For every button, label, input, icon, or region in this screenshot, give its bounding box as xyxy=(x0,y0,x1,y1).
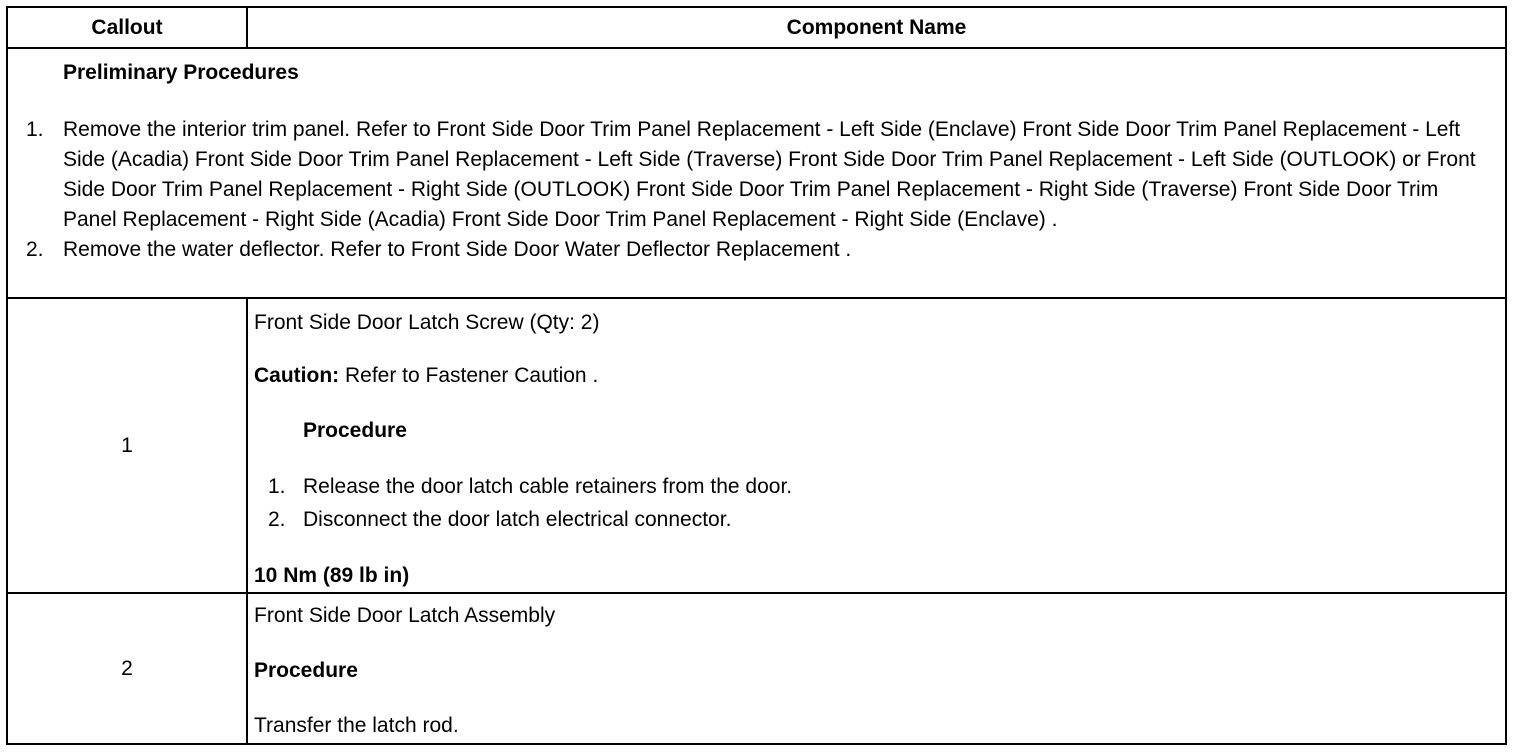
table-row xyxy=(7,593,1506,744)
step-text: Remove the interior trim panel. Refer to Front Side Door Trim Panel Replacement - Left Side (Enclave) Front Side Door Trim Panel Replacement - Left Side (Acadia) Front Side Door Trim Panel Replacement - Left Side (Traverse) Front Side Door Trim Panel Replacement - Left Side (OUTLOOK) or Front Side Door Trim Panel Replacement - Right Side (OUTLOOK) Front Side Door Trim Panel Replacement - Right Side (Traverse) Front Side Door Trim Panel Replacement - Right Side (Acadia) Front Side Door Trim Panel Replacement - Right Side (Enclave) . xyxy=(63,118,1476,231)
callout-number: 1 xyxy=(7,298,247,593)
preliminary-row xyxy=(7,48,1506,298)
header-component-name: Component Name xyxy=(247,7,1506,48)
preliminary-step xyxy=(8,115,1505,235)
component-cell xyxy=(247,593,1506,744)
procedure-label: Procedure xyxy=(303,419,407,442)
component-name: Front Side Door Latch Screw (Qty: 2) xyxy=(254,311,600,334)
step-text: Release the door latch cable retainers from the door. xyxy=(303,475,793,498)
procedure-text: Transfer the latch rod. xyxy=(254,714,459,737)
callout-number: 2 xyxy=(7,593,247,744)
preliminary-step xyxy=(8,235,1505,265)
procedure-label: Procedure xyxy=(254,659,358,682)
component-table xyxy=(6,6,1507,745)
component-cell xyxy=(247,298,1506,593)
step-number: 1. xyxy=(268,475,286,498)
step-text: Disconnect the door latch electrical connector. xyxy=(303,508,732,531)
step-number: 1. xyxy=(26,118,44,141)
preliminary-title: Preliminary Procedures xyxy=(63,61,299,84)
procedure-step xyxy=(254,470,1505,503)
caution-text: Refer to Fastener Caution . xyxy=(339,364,599,387)
preliminary-cell xyxy=(7,48,1506,298)
component-name: Front Side Door Latch Assembly xyxy=(254,604,556,627)
procedure-steps xyxy=(254,470,1505,536)
preliminary-steps xyxy=(8,115,1505,265)
torque-spec: 10 Nm (89 lb in) xyxy=(254,564,410,587)
header-callout: Callout xyxy=(7,7,247,48)
caution-label: Caution: xyxy=(254,364,340,387)
caution-line xyxy=(254,364,1505,388)
table-row xyxy=(7,298,1506,593)
step-number: 2. xyxy=(268,508,286,531)
step-number: 2. xyxy=(26,238,44,261)
table-header-row xyxy=(7,7,1506,48)
procedure-step xyxy=(254,503,1505,536)
step-text: Remove the water deflector. Refer to Front Side Door Water Deflector Replacement . xyxy=(63,238,852,261)
